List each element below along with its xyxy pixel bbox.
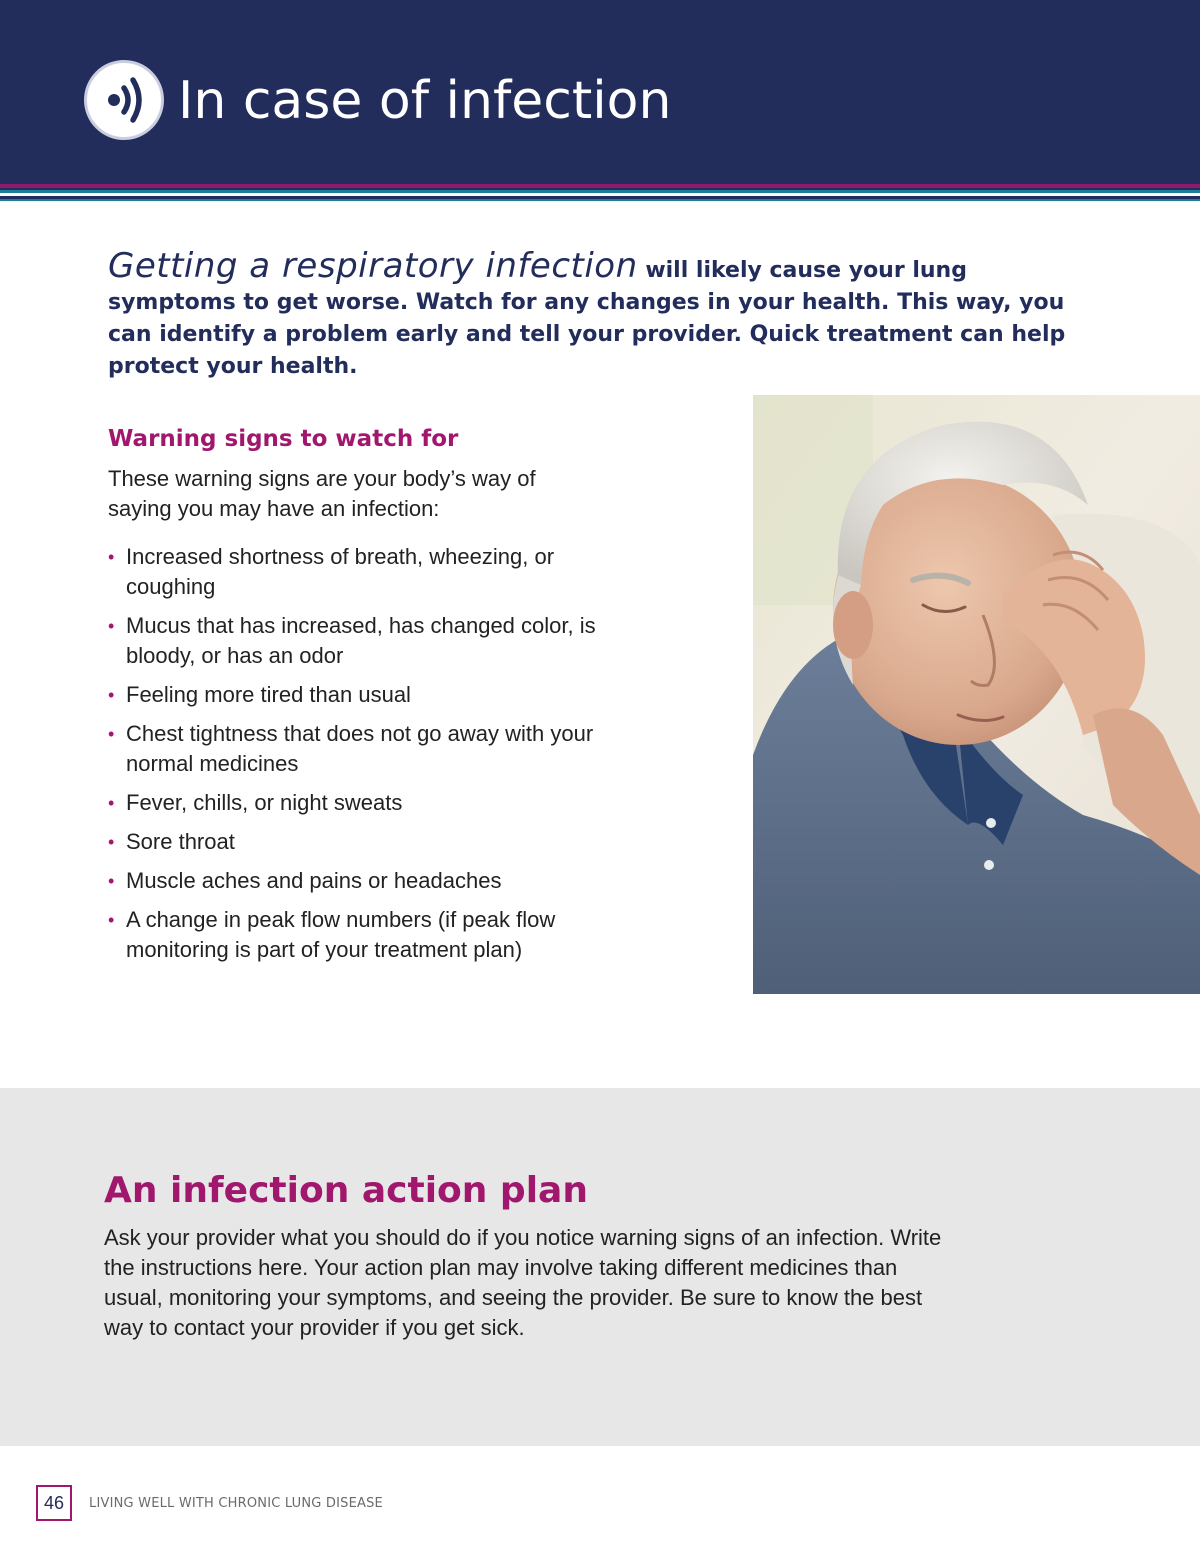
list-item: • Sore throat xyxy=(108,827,628,857)
bullet-icon: • xyxy=(108,793,115,813)
header-stripe-teal-2 xyxy=(0,199,1200,201)
page-number: 46 xyxy=(36,1485,72,1521)
bullet-icon: • xyxy=(108,910,115,930)
warning-signs-list xyxy=(108,542,628,974)
intro-text: will likely cause your lung symptoms to get worse. Watch for any changes in your health. This way, you can identify a problem early and tell your provider. Quick treatment can help protect your health. xyxy=(108,258,1066,379)
warning-signs-heading: Warning signs to watch for xyxy=(108,426,459,452)
bullet-icon: • xyxy=(108,724,115,744)
page-title: In case of infection xyxy=(178,71,672,131)
intro-paragraph xyxy=(108,246,1068,383)
publication-title: LIVING WELL WITH CHRONIC LUNG DISEASE xyxy=(89,1496,383,1511)
bullet-icon: • xyxy=(108,832,115,852)
list-item: • Chest tightness that does not go away with your normal medicines xyxy=(108,721,594,776)
bullet-icon: • xyxy=(108,616,115,636)
action-plan-heading: An infection action plan xyxy=(104,1170,588,1211)
list-item: • Feeling more tired than usual xyxy=(108,680,628,710)
list-item: • A change in peak flow numbers (if peak flow monitoring is part of your treatment plan) xyxy=(108,907,556,962)
action-plan-text: Ask your provider what you should do if you notice warning signs of an infection. Write the instructions here. Your action plan may involve taking different medicines than usual, monitoring your symptoms, and seeing the provider. Be sure to know the best way to contact your provider if you get sick. xyxy=(104,1225,942,1340)
list-item: • Increased shortness of breath, wheezing, or coughing xyxy=(108,544,555,599)
list-item: • Mucus that has increased, has changed color, is bloody, or has an odor xyxy=(108,613,596,668)
bullet-icon: • xyxy=(108,871,115,891)
list-item: • Fever, chills, or night sweats xyxy=(108,788,628,818)
sound-waves-icon xyxy=(84,60,164,140)
bullet-icon: • xyxy=(108,547,115,567)
warning-signs-intro: These warning signs are your body’s way of saying you may have an infection: xyxy=(108,466,536,521)
list-item: • Muscle aches and pains or headaches xyxy=(108,866,628,896)
photo-man-with-headache xyxy=(753,395,1200,994)
bullet-icon: • xyxy=(108,685,115,705)
intro-lead: Getting a respiratory infection xyxy=(108,246,638,286)
